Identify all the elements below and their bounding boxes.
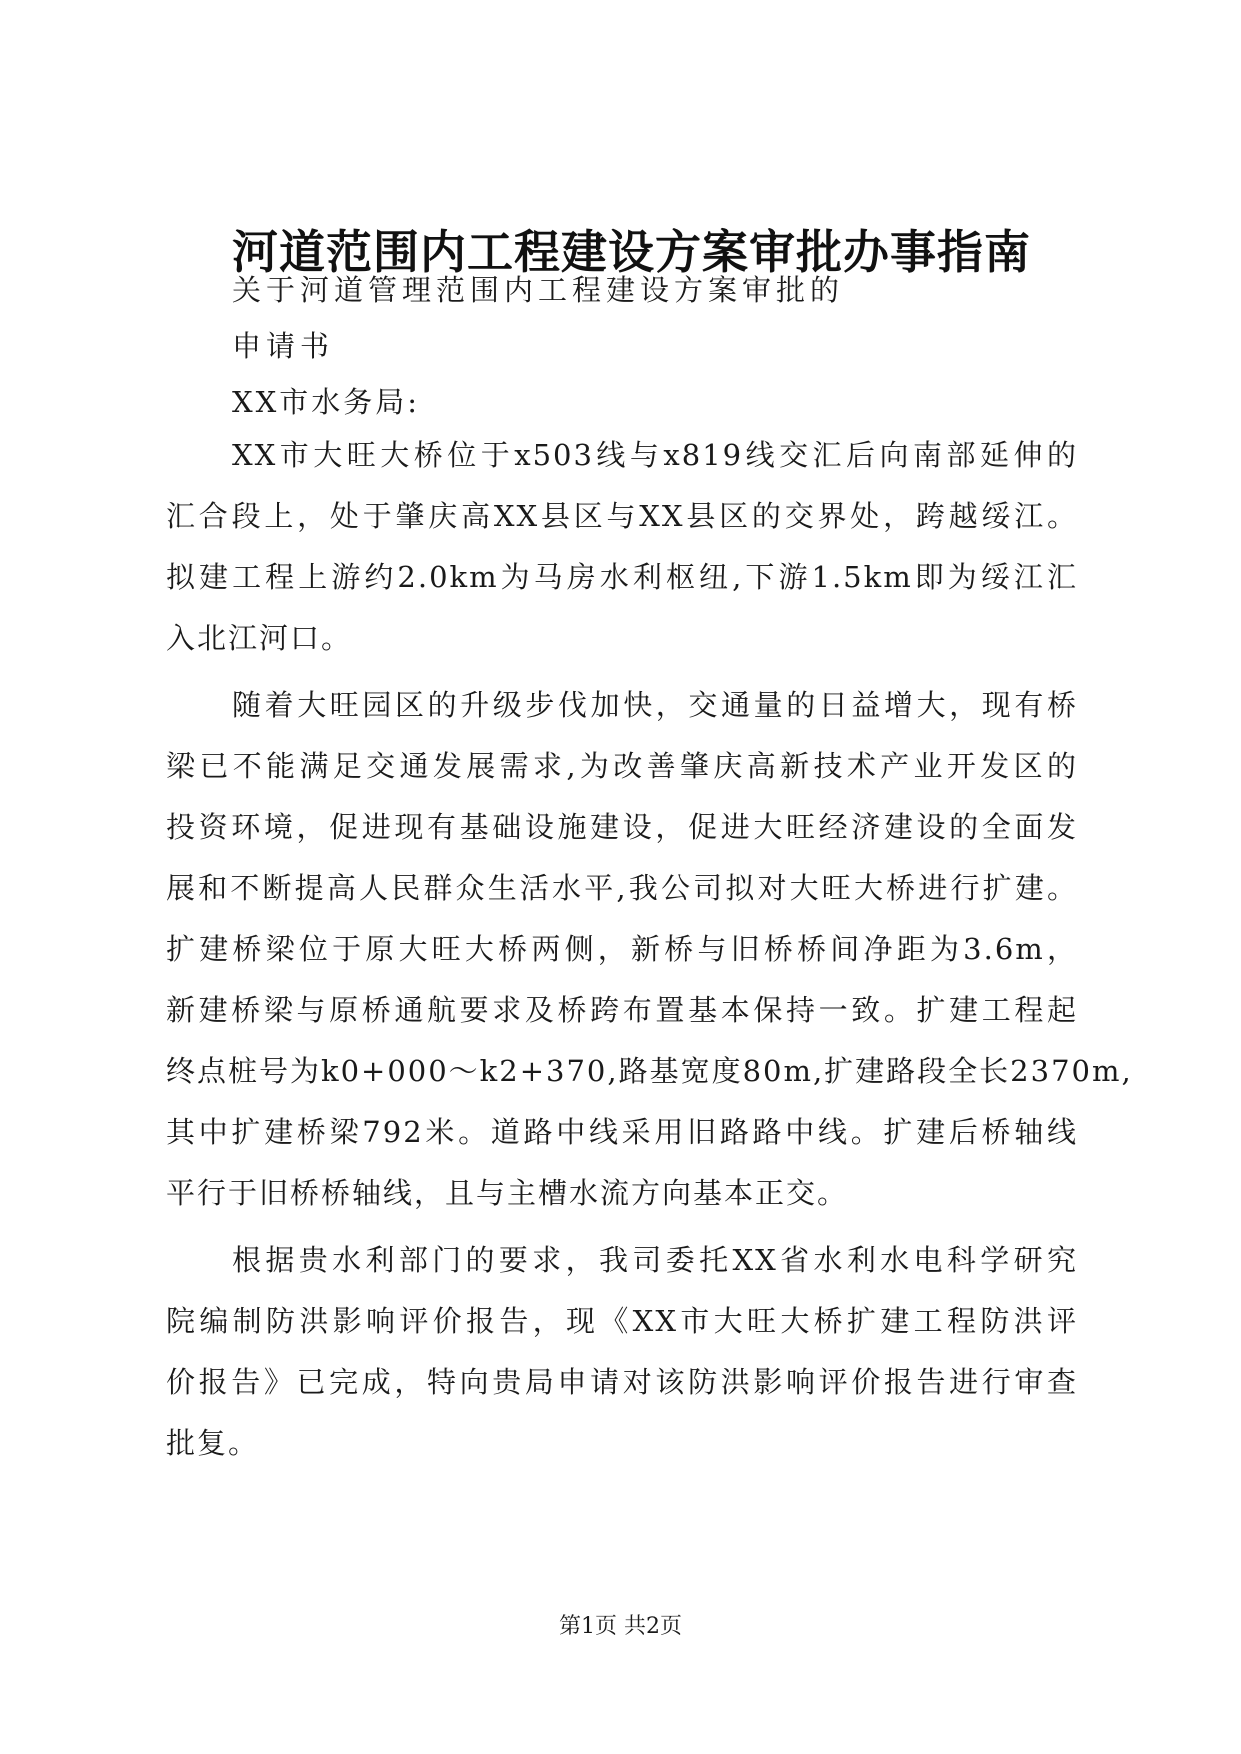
paragraph-3 (166, 1230, 1078, 1474)
paragraph-line: XX市大旺大桥位于x503线与x819线交汇后向南部延伸的 (232, 438, 1078, 472)
document-title: 河道范围内工程建设方案审批办事指南 (232, 225, 1031, 279)
paragraph-line: 根据贵水利部门的要求，我司委托XX省水利水电科学研究 (232, 1243, 1078, 1277)
subtitle-line-1: 关于河道管理范围内工程建设方案审批的 (232, 273, 845, 307)
paragraph-line: 其中扩建桥梁792米。道路中线采用旧路路中线。扩建后桥轴线 (166, 1115, 1078, 1149)
body-text (166, 425, 1133, 1474)
paragraph-line: 入北江河口。 (166, 621, 353, 655)
paragraph-line: 平行于旧桥桥轴线，且与主槽水流方向基本正交。 (166, 1176, 849, 1210)
paragraph-1 (166, 425, 1078, 669)
paragraph-line: 拟建工程上游约2.0km为马房水利枢纽,下游1.5km即为绥江汇 (166, 560, 1078, 594)
paragraph-line: 随着大旺园区的升级步伐加快，交通量的日益增大，现有桥 (232, 688, 1078, 722)
paragraph-line: 展和不断提高人民群众生活水平,我公司拟对大旺大桥进行扩建。 (166, 871, 1078, 905)
subtitle-line-2: 申请书 (232, 329, 335, 363)
paragraph-line: 终点桩号为k0+000～k2+370,路基宽度80m,扩建路段全长2370m, (166, 1054, 1133, 1088)
paragraph-line: 新建桥梁与原桥通航要求及桥跨布置基本保持一致。扩建工程起 (166, 993, 1078, 1027)
paragraph-line: 价报告》已完成，特向贵局申请对该防洪影响评价报告进行审查 (166, 1365, 1078, 1399)
paragraph-line: 汇合段上，处于肇庆高XX县区与XX县区的交界处，跨越绥江。 (166, 499, 1078, 533)
paragraph-line: 院编制防洪影响评价报告，现《XX市大旺大桥扩建工程防洪评 (166, 1304, 1078, 1338)
paragraph-2 (166, 675, 1133, 1224)
page-number-label: 第1页 共2页 (559, 1614, 682, 1639)
paragraph-line: 投资环境，促进现有基础设施建设，促进大旺经济建设的全面发 (166, 810, 1078, 844)
paragraph-line: 扩建桥梁位于原大旺大桥两侧，新桥与旧桥桥间净距为3.6m， (166, 932, 1078, 966)
page-footer (0, 1612, 1241, 1642)
salutation: XX市水务局: (232, 385, 421, 419)
paragraph-line: 批复。 (166, 1426, 260, 1460)
paragraph-line: 梁已不能满足交通发展需求,为改善肇庆高新技术产业开发区的 (166, 749, 1078, 783)
